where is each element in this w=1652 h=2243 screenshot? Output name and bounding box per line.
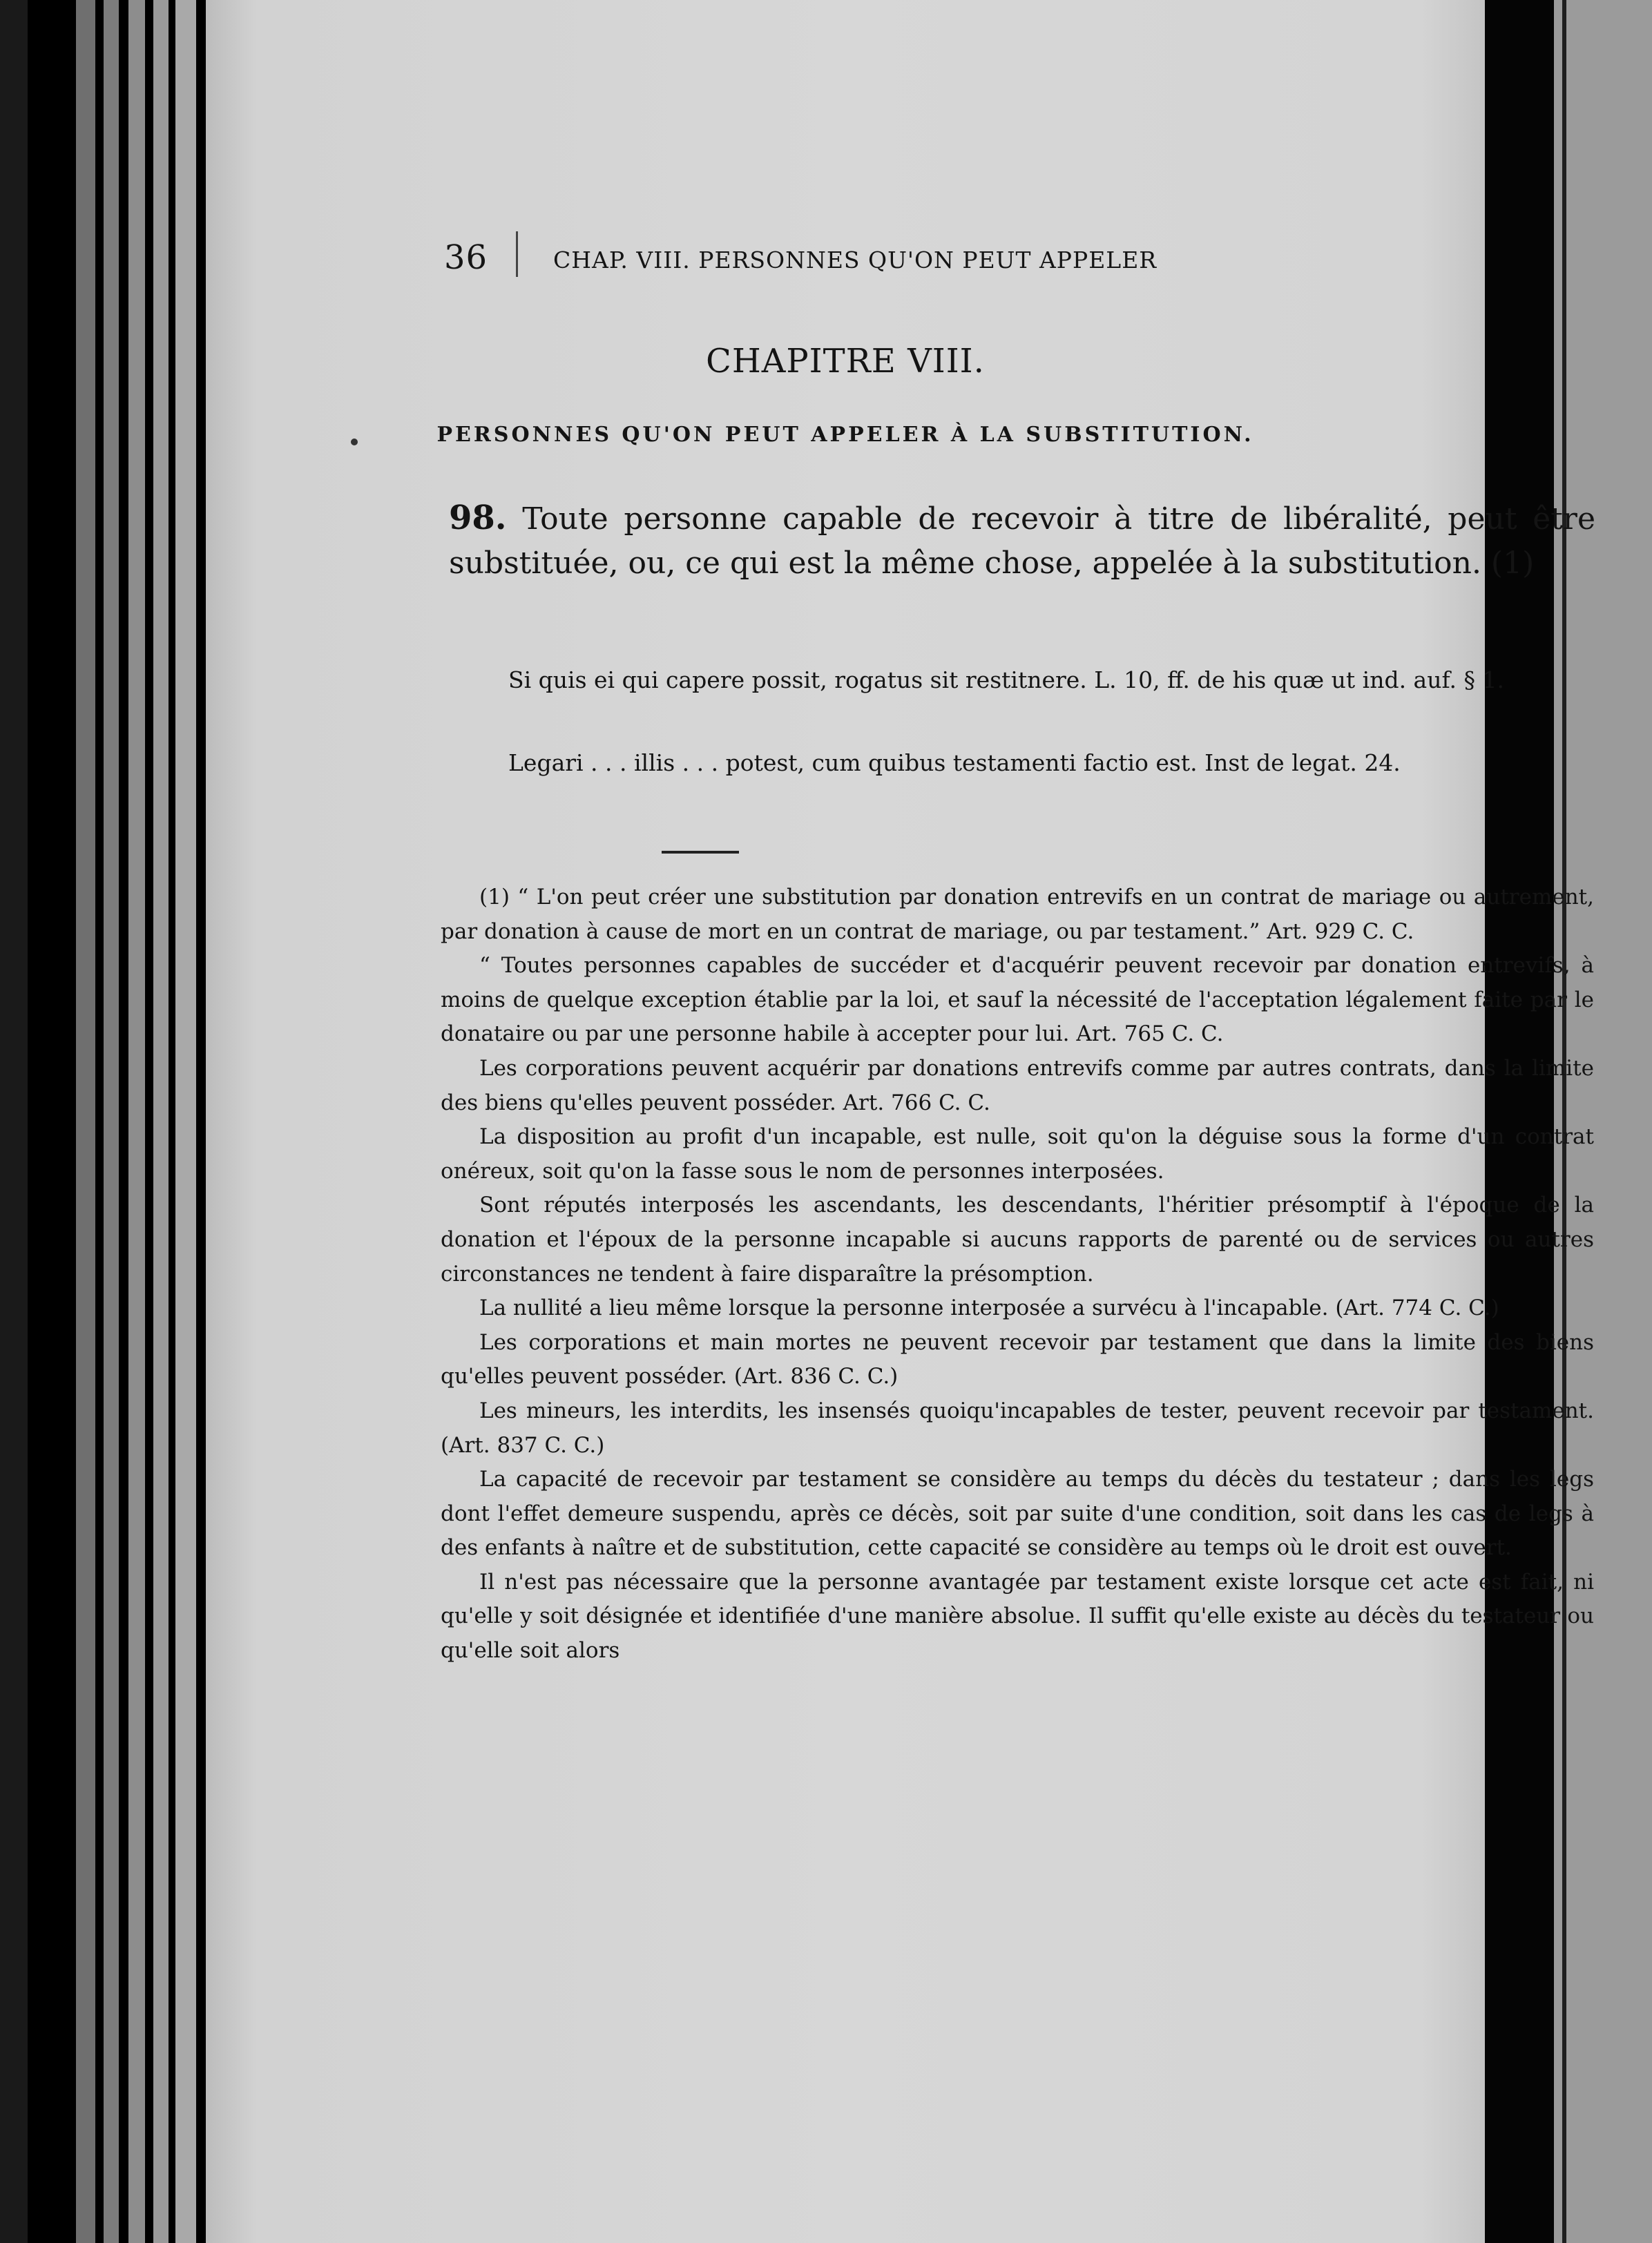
chapter-subtitle: PERSONNES QU'ON PEUT APPELER À LA SUBSTITUTION. <box>436 423 1254 447</box>
footnote-paragraph: (1) “ L'on peut créer une substitution par donation entrevifs en un contrat de mariage ou autrement, par donation à cause de mort en un contrat de mariage, ou par testament.” Art. 929 C. C. <box>441 885 1594 944</box>
book-page <box>206 0 1595 2243</box>
page-stack-edge <box>76 0 95 2243</box>
footnotes <box>441 880 1594 1668</box>
latin-quote: Legari . . . illis . . . potest, cum quibus testamenti factio est. Inst de legat. 24. <box>508 749 1401 776</box>
article-number: 98. <box>449 499 507 537</box>
page-stack-edge <box>0 0 28 2243</box>
footnote-rule <box>662 851 739 854</box>
footnote-paragraph: Sont réputés interposés les ascendants, les descendants, l'héritier présomptif à l'époque de la donation et l'époux de la personne incapable si aucuns rapports de parenté ou de services ou autres circonstances ne tendent à faire disparaître la présomption. <box>441 1193 1594 1287</box>
footnote-paragraph: Les corporations et main mortes ne peuvent recevoir par testament que dans la limite des biens qu'elles peuvent posséder. (Art. 836 C. C.) <box>441 1329 1594 1389</box>
running-header <box>444 238 1480 280</box>
footnote-paragraph: “ Toutes personnes capables de succéder et d'acquérir peuvent recevoir par donation entrevifs, à moins de quelque exception établie par la loi, et sauf la nécessité de l'acceptation légalement faite par le donataire ou par une personne habile à accepter pour lui. Art. 765 C. C. <box>441 953 1594 1047</box>
latin-quote: Si quis ei qui capere possit, rogatus sit restitnere. L. 10, ff. de his quæ ut ind. auf. § 1. <box>508 666 1504 693</box>
chapter-title: CHAPITRE VIII. <box>706 342 985 381</box>
footnote-paragraph: Les mineurs, les interdits, les insensés quoiqu'incapables de tester, peuvent recevoir par testament. (Art. 837 C. C.) <box>441 1398 1594 1458</box>
header-divider <box>516 231 518 277</box>
footnote-paragraph: Les corporations peuvent acquérir par donations entrevifs comme par autres contrats, dans la limite des biens qu'elles peuvent posséder. Art. 766 C. C. <box>441 1055 1594 1115</box>
footnote-paragraph: Il n'est pas nécessaire que la personne avantagée par testament existe lorsque cet acte est fait, ni qu'elle y soit désignée et identifiée d'une manière absolue. Il suffit qu'elle existe au décès du testateur ou qu'elle soit alors <box>441 1569 1594 1664</box>
page-stack-edge <box>128 0 145 2243</box>
running-title: CHAP. VIII. PERSONNES QU'ON PEUT APPELER <box>553 247 1158 273</box>
article-paragraph <box>449 496 1595 586</box>
footnote-paragraph: La capacité de recevoir par testament se considère au temps du décès du testateur ; dans les legs dont l'effet demeure suspendu, après ce décès, soit par suite d'une condition, soit dans les cas de legs à des enfants à naître et de substitution, cette capacité se considère au temps où le droit est ouvert. <box>441 1467 1594 1561</box>
page-stack-edge <box>153 0 169 2243</box>
page-number: 36 <box>444 238 488 277</box>
page-stack-edge <box>175 0 196 2243</box>
page-stack-edge <box>104 0 119 2243</box>
footnote-paragraph: La nullité a lieu même lorsque la personne interposée a survécu à l'incapable. (Art. 774 C. C.) <box>479 1296 1499 1321</box>
article-text: Toute personne capable de recevoir à titre de libéralité, peut être substituée, ou, ce qui est la même chose, appelée à la substitution. (1) <box>449 501 1595 581</box>
footnote-paragraph: La disposition au profit d'un incapable, est nulle, soit qu'on la déguise sous la forme d'un contrat onéreux, soit qu'on la fasse sous le nom de personnes interposées. <box>441 1124 1594 1184</box>
